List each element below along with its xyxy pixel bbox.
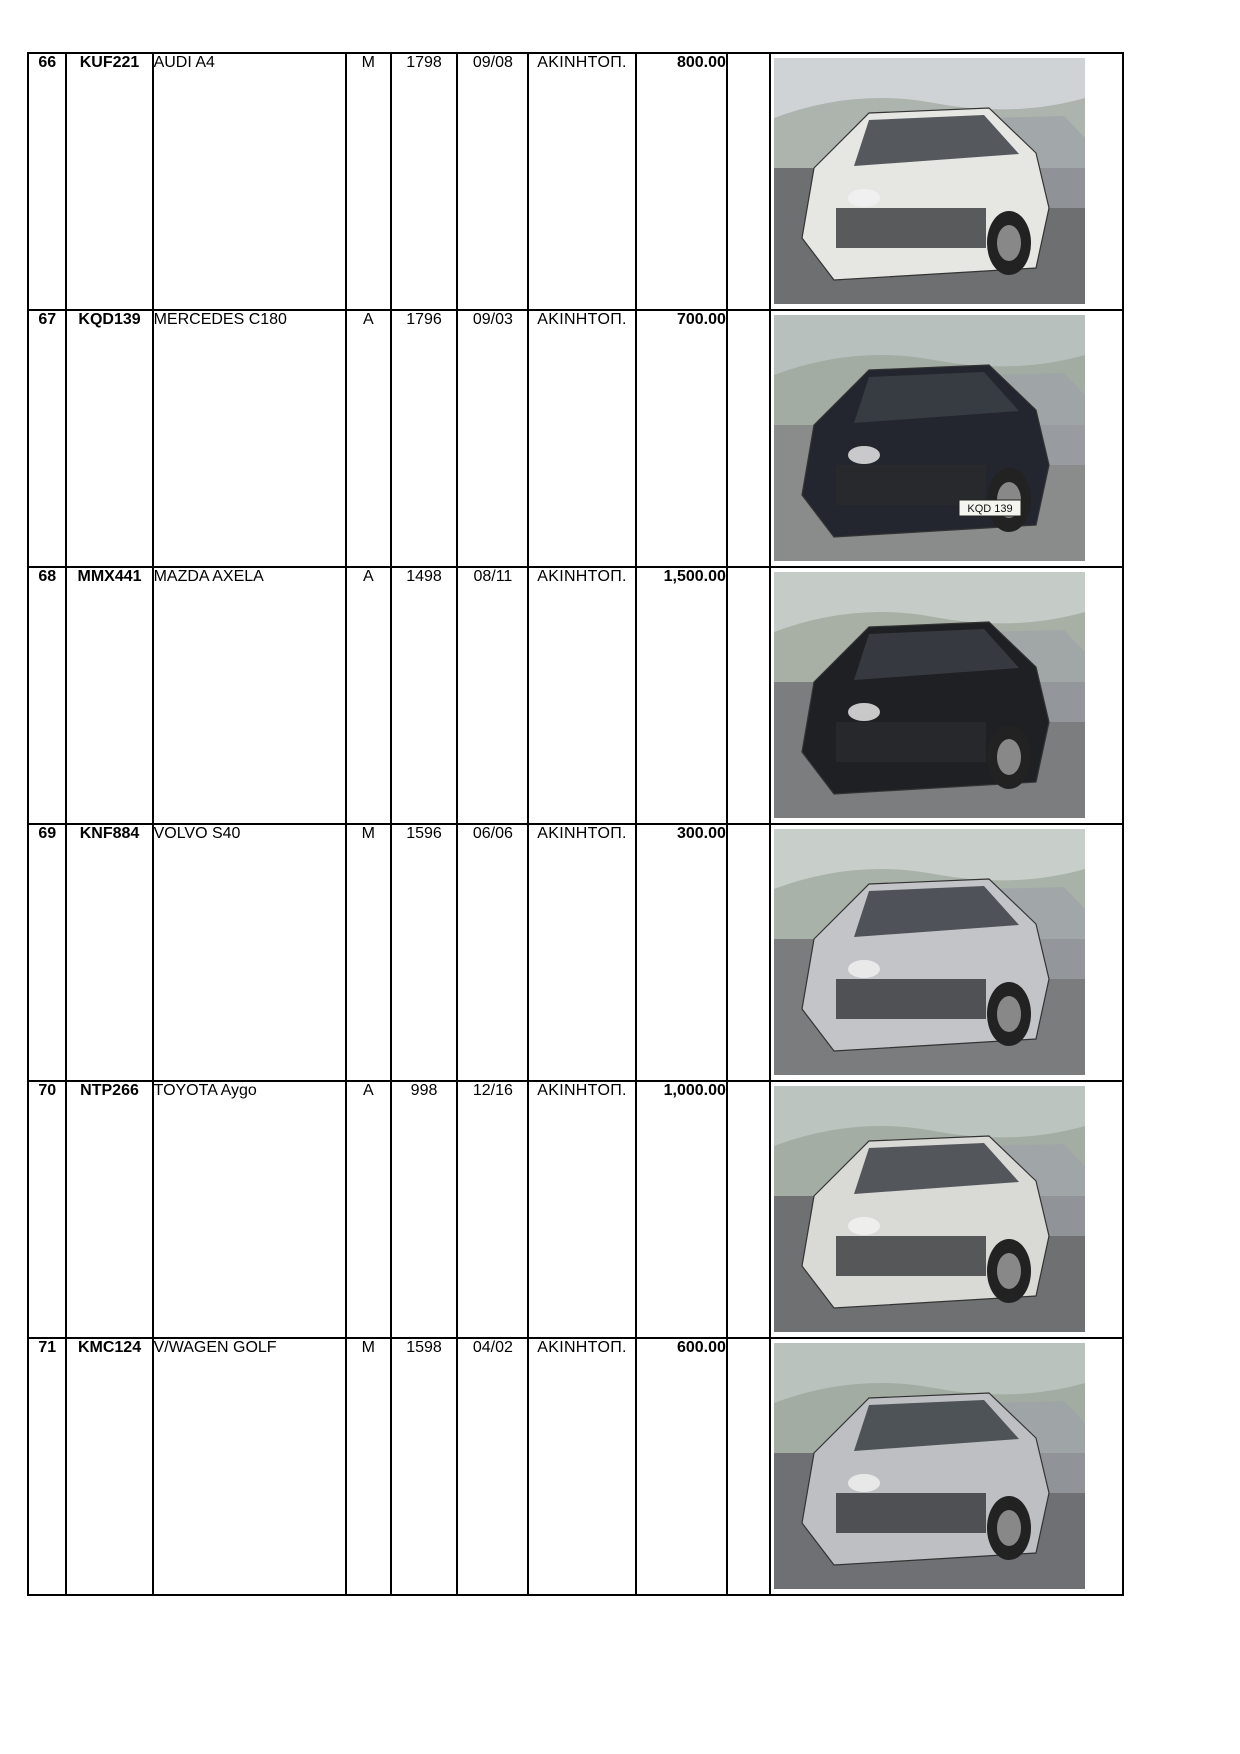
grille-damage-shape [836, 722, 986, 762]
engine-cc: 1498 [391, 567, 458, 824]
car-photo-svg [774, 572, 1085, 818]
vehicle-photo-cell [770, 1338, 1123, 1595]
headlight-shape [848, 189, 880, 207]
reserve-price: 600.00 [636, 1338, 727, 1595]
grille-damage-shape [836, 979, 986, 1019]
vehicle-status: ΑΚΙΝΗΤΟΠ. [528, 1081, 635, 1338]
vehicle-photo-cell [770, 1081, 1123, 1338]
reserve-price: 800.00 [636, 53, 727, 310]
wheel-rim-shape [997, 739, 1021, 775]
vehicle-status: ΑΚΙΝΗΤΟΠ. [528, 310, 635, 567]
engine-cc: 1596 [391, 824, 458, 1081]
engine-cc: 1798 [391, 53, 458, 310]
vehicle-photo [774, 315, 1085, 561]
vehicle-model: V/WAGEN GOLF [153, 1338, 346, 1595]
license-plate-text: KQD 139 [967, 503, 1014, 515]
vehicle-photo [774, 572, 1085, 818]
vehicle-model: VOLVO S40 [153, 824, 346, 1081]
car-photo-svg [774, 315, 1085, 561]
lot-number: 69 [28, 824, 66, 1081]
engine-cc: 1598 [391, 1338, 458, 1595]
table-row [28, 1338, 1123, 1595]
vehicle-lot-table [27, 52, 1124, 1596]
wheel-rim-shape [997, 225, 1021, 261]
vehicle-model: AUDI A4 [153, 53, 346, 310]
car-photo-svg [774, 1086, 1085, 1332]
vehicle-status: ΑΚΙΝΗΤΟΠ. [528, 824, 635, 1081]
wheel-rim-shape [997, 996, 1021, 1032]
reserve-price: 1,000.00 [636, 1081, 727, 1338]
vehicle-photo-cell [770, 53, 1123, 310]
empty-cell [727, 1338, 771, 1595]
empty-cell [727, 310, 771, 567]
vehicle-model: TOYOTA Aygo [153, 1081, 346, 1338]
transmission: M [346, 1338, 391, 1595]
grille-damage-shape [836, 208, 986, 248]
plate-number: KMC124 [66, 1338, 152, 1595]
transmission: A [346, 567, 391, 824]
plate-number: MMX441 [66, 567, 152, 824]
vehicle-photo-cell [770, 567, 1123, 824]
vehicle-model: MERCEDES C180 [153, 310, 346, 567]
empty-cell [727, 567, 771, 824]
lot-number: 71 [28, 1338, 66, 1595]
reserve-price: 700.00 [636, 310, 727, 567]
empty-cell [727, 1081, 771, 1338]
vehicle-model: MAZDA AXELA [153, 567, 346, 824]
registration-date: 06/06 [457, 824, 528, 1081]
lot-number: 68 [28, 567, 66, 824]
empty-cell [727, 53, 771, 310]
headlight-shape [848, 960, 880, 978]
reserve-price: 300.00 [636, 824, 727, 1081]
table-row [28, 567, 1123, 824]
license-plate-group [959, 500, 1021, 516]
vehicle-photo [774, 1086, 1085, 1332]
plate-number: KQD139 [66, 310, 152, 567]
table-row [28, 824, 1123, 1081]
engine-cc: 1796 [391, 310, 458, 567]
vehicle-photo-cell [770, 824, 1123, 1081]
plate-number: KNF884 [66, 824, 152, 1081]
lot-number: 70 [28, 1081, 66, 1338]
empty-cell [727, 824, 771, 1081]
car-photo-svg [774, 58, 1085, 304]
transmission: A [346, 310, 391, 567]
wheel-rim-shape [997, 1253, 1021, 1289]
lot-number: 66 [28, 53, 66, 310]
table-row [28, 310, 1123, 567]
engine-cc: 998 [391, 1081, 458, 1338]
headlight-shape [848, 446, 880, 464]
lot-number: 67 [28, 310, 66, 567]
reserve-price: 1,500.00 [636, 567, 727, 824]
vehicle-status: ΑΚΙΝΗΤΟΠ. [528, 567, 635, 824]
plate-number: NTP266 [66, 1081, 152, 1338]
grille-damage-shape [836, 465, 986, 505]
vehicle-photo [774, 829, 1085, 1075]
car-photo-svg [774, 1343, 1085, 1589]
registration-date: 09/08 [457, 53, 528, 310]
headlight-shape [848, 1217, 880, 1235]
vehicle-status: ΑΚΙΝΗΤΟΠ. [528, 53, 635, 310]
transmission: A [346, 1081, 391, 1338]
wheel-rim-shape [997, 1510, 1021, 1546]
grille-damage-shape [836, 1236, 986, 1276]
registration-date: 04/02 [457, 1338, 528, 1595]
vehicle-photo [774, 58, 1085, 304]
registration-date: 08/11 [457, 567, 528, 824]
table-row [28, 1081, 1123, 1338]
vehicle-photo [774, 1343, 1085, 1589]
grille-damage-shape [836, 1493, 986, 1533]
vehicle-photo-cell [770, 310, 1123, 567]
registration-date: 12/16 [457, 1081, 528, 1338]
transmission: M [346, 824, 391, 1081]
headlight-shape [848, 703, 880, 721]
registration-date: 09/03 [457, 310, 528, 567]
headlight-shape [848, 1474, 880, 1492]
table-row [28, 53, 1123, 310]
transmission: M [346, 53, 391, 310]
car-photo-svg [774, 829, 1085, 1075]
vehicle-status: ΑΚΙΝΗΤΟΠ. [528, 1338, 635, 1595]
plate-number: KUF221 [66, 53, 152, 310]
